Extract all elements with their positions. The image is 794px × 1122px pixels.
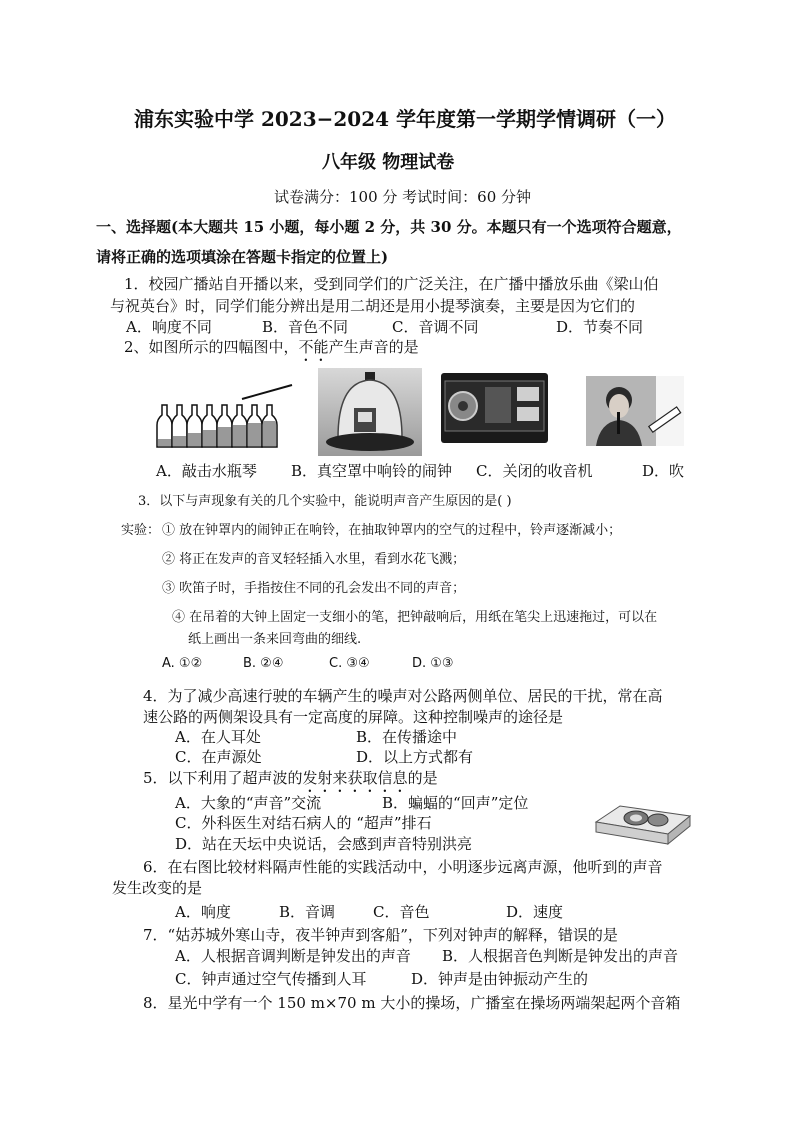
q7-option-c: C．钟声通过空气传播到人耳	[175, 970, 367, 988]
q6-option-b: B．音调	[279, 903, 336, 921]
q3-option-b: B. ②④	[243, 656, 284, 671]
q6-stem: 6．在右图比较材料隔声性能的实践活动中，小明逐步远离声源，他听到的声音	[143, 858, 663, 876]
q3-option-d: D. ①③	[412, 656, 454, 671]
section-heading-2: 请将正确的选项填涂在答题卡指定的位置上)	[96, 248, 389, 266]
q3-exp-label: 实验：	[121, 523, 161, 538]
q3-option-a: A. ①②	[162, 656, 203, 671]
q6-option-c: C．音色	[373, 903, 430, 921]
page-subtitle: 八年级 物理试卷	[322, 152, 455, 173]
q3-exp-1: ① 放在钟罩内的闹钟正在响铃，在抽取钟罩内的空气的过程中，铃声逐渐减小；	[162, 523, 622, 538]
q4-stem: 4．为了减少高速行驶的车辆产生的噪声对公路两侧单位、居民的干扰，常在高	[143, 687, 663, 705]
q1-stem: 1．校园广播站自开播以来，受到同学们的广泛关注，在广播中播放乐曲《梁山伯	[124, 275, 659, 293]
whistle-photo-image	[586, 376, 684, 446]
q7-option-a: A．人根据音调判断是钟发出的声音	[175, 947, 411, 965]
q3-exp-4: ④ 在吊着的大钟上固定一支细小的笔，把钟敲响后，用纸在笔尖上迅速拖过，可以在	[172, 610, 658, 625]
q4-option-d: D．以上方式都有	[356, 748, 474, 766]
q2-stem: 2、如图所示的四幅图中，不能产生声音的是	[124, 338, 419, 356]
q5-emphasis: 发射来获取信息	[302, 769, 408, 787]
q2-caption-a: A．敲击水瓶琴	[156, 462, 257, 480]
radio-image	[441, 373, 548, 443]
q5-option-c: C．外科医生对结石病人的 “超声”排石	[175, 814, 432, 832]
q4-option-b: B．在传播途中	[356, 728, 458, 746]
q5-option-a: A．大象的“声音”交流	[175, 794, 322, 812]
q1-option-d: D．节奏不同	[556, 318, 644, 336]
sound-box-image	[594, 800, 692, 846]
q2-caption-b: B．真空罩中响铃的闹钟	[291, 462, 453, 480]
q1-stem-2: 与祝英台》时，同学们能分辨出是用二胡还是用小提琴演奏，主要是因为它们的	[110, 297, 636, 315]
q5-option-b: B．蝙蝠的“回声”定位	[382, 794, 529, 812]
q2-caption-d: D．吹	[642, 462, 685, 480]
q2-emphasis: 不能	[298, 338, 329, 356]
q4-option-c: C．在声源处	[175, 748, 262, 766]
q4-option-a: A．在人耳处	[175, 728, 261, 746]
section-heading: 一、选择题(本大题共 15 小题，每小题 2 分，共 30 分。本题只有一个选项符合题意，	[96, 218, 682, 236]
q1-option-c: C．音调不同	[392, 318, 479, 336]
q7-option-d: D．钟声是由钟振动产生的	[411, 970, 589, 988]
q6-option-a: A．响度	[175, 903, 231, 921]
q5-stem: 5．以下利用了超声波的发射来获取信息的是	[143, 769, 438, 787]
q8-stem: 8．星光中学有一个 150 m×70 m 大小的操场，广播室在操场两端架起两个音箱	[143, 994, 681, 1012]
q2-caption-c: C．关闭的收音机	[476, 462, 593, 480]
q6-option-d: D．速度	[506, 903, 564, 921]
q6-stem-2: 发生改变的是	[112, 879, 203, 897]
q3-exp-3: ③ 吹笛子时，手指按住不同的孔会发出不同的声音；	[162, 581, 466, 596]
q3-exp-2: ② 将正在发声的音叉轻轻插入水里，看到水花飞溅；	[162, 552, 466, 567]
q1-option-b: B．音色不同	[262, 318, 349, 336]
q4-stem-2: 速公路的两侧架设具有一定高度的屏障。这种控制噪声的途径是	[143, 708, 564, 726]
water-bottles-image	[156, 383, 296, 451]
q7-stem: 7．“姑苏城外寒山寺，夜半钟声到客船”，下列对钟声的解释，错误的是	[143, 926, 618, 944]
q3-stem: 3．以下与声现象有关的几个实验中，能说明声音产生原因的是( )	[138, 494, 512, 509]
bell-jar-image	[318, 368, 422, 456]
page-title: 浦东实验中学 2023−2024 学年度第一学期学情调研（一）	[134, 107, 677, 131]
exam-info: 试卷满分：100 分 考试时间：60 分钟	[274, 188, 532, 206]
q3-option-c: C. ③④	[329, 656, 370, 671]
q5-option-d: D．站在天坛中央说话，会感到声音特别洪亮	[175, 835, 473, 853]
q3-exp-4-2: 纸上画出一条来回弯曲的细线.	[188, 632, 362, 647]
q7-option-b: B．人根据音色判断是钟发出的声音	[442, 947, 679, 965]
q1-option-a: A．响度不同	[126, 318, 212, 336]
